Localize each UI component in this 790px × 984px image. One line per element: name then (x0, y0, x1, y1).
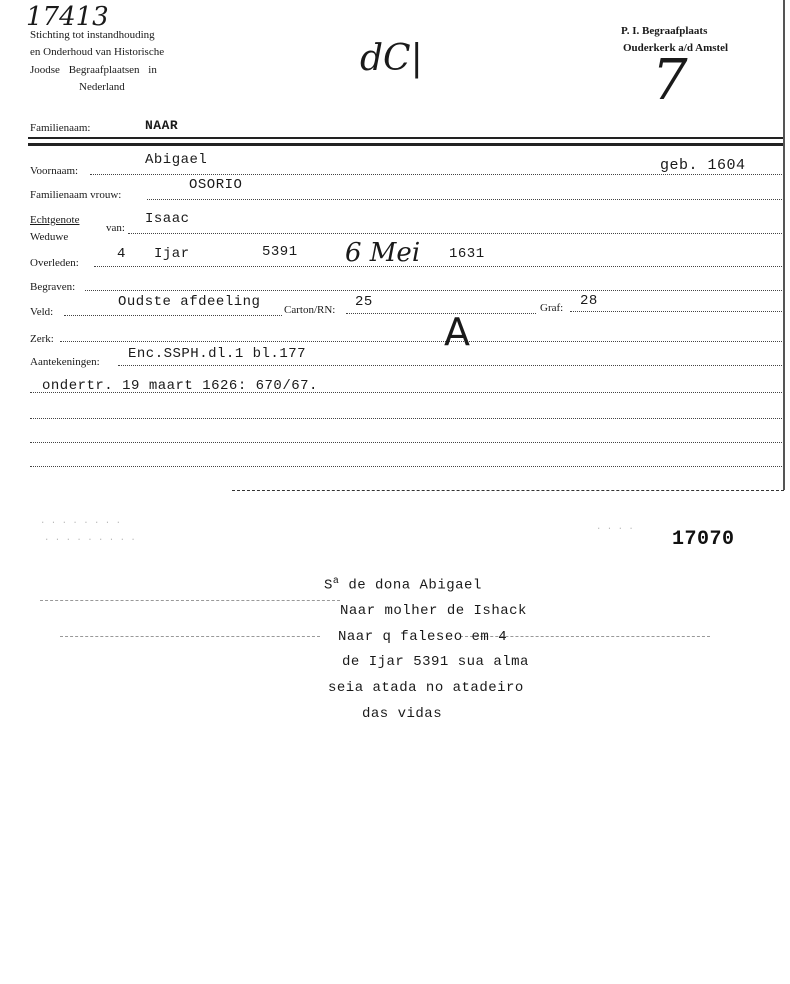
foundation-line-2: en Onderhoud van Historische (30, 46, 165, 58)
echtgenote-value: Isaac (145, 211, 190, 227)
handwritten-card-number: 17413 (26, 2, 109, 32)
zerk-mark: A (444, 310, 470, 354)
stamp-faint: · · · · (596, 524, 634, 534)
familienaam-label: Familienaam: (30, 122, 91, 134)
begraven-line (85, 290, 782, 291)
handwritten-seven: 7 (652, 48, 688, 113)
echtgenote-line (128, 233, 782, 234)
inscription-line-4: de Ijar 5391 sua alma (342, 654, 529, 670)
carton-label: Carton/RN: (284, 304, 336, 316)
veld-label: Veld: (30, 306, 54, 318)
familienaam-vrouw-label: Familienaam vrouw: (30, 189, 122, 201)
veld-value: Oudste afdeeling (118, 294, 261, 310)
familienaam-vrouw-value: OSORIO (189, 177, 243, 193)
inscription-line-5: seia atada no atadeiro (328, 680, 524, 696)
overleden-year: 5391 (262, 244, 298, 260)
aantekeningen-line-1 (118, 365, 782, 366)
bleed-through-left-2: · · · · · · · · · (44, 535, 136, 545)
aantekening-2: ondertr. 19 maart 1626: 670/67. (42, 378, 318, 394)
zerk-line (60, 341, 782, 342)
card-right-edge (783, 0, 785, 490)
bleed-through-left: · · · · · · · · (40, 518, 122, 528)
stamp-number: 17070 (672, 528, 735, 551)
aantekeningen-label: Aantekeningen: (30, 356, 100, 368)
zerk-label: Zerk: (30, 333, 54, 345)
header-rule-bottom (28, 143, 784, 146)
overleden-line (94, 266, 782, 267)
inscription-line-1-rest: de dona Abigael (339, 577, 482, 594)
inscription-line-3: Naar q faleseo em 4 (338, 629, 508, 645)
weduwe-label: Weduwe (30, 231, 69, 243)
overleden-month: Ijar (154, 246, 190, 262)
foundation-line-1: Stichting tot instandhouding (30, 29, 155, 41)
carton-line (346, 313, 536, 314)
voornaam-label: Voornaam: (30, 165, 79, 177)
veld-line (64, 315, 282, 316)
header-rule-top (28, 137, 784, 139)
van-label: van: (106, 222, 125, 234)
aantekeningen-line-4 (30, 442, 782, 443)
card-bottom-edge (232, 490, 784, 491)
inscription-line-2: Naar molher de Ishack (340, 603, 527, 619)
inscription-line-1-sup: a (332, 576, 340, 587)
graf-label: Graf: (540, 302, 564, 314)
voornaam-line (90, 174, 782, 175)
echtgenote-label: Echtgenote (30, 214, 80, 226)
aantekening-1: Enc.SSPH.dl.1 bl.177 (128, 346, 307, 362)
graf-value: 28 (580, 293, 598, 309)
cemetery-line-2: Ouderkerk a/d Amstel (623, 42, 729, 54)
cemetery-line-1: P. I. Begraafplaats (621, 25, 708, 37)
aantekeningen-line-5 (30, 466, 782, 467)
begraven-label: Begraven: (30, 281, 76, 293)
inscription-line-1-prefix: S (324, 577, 333, 594)
foundation-line-4: Nederland (79, 81, 125, 93)
inscription-line-1 (324, 576, 482, 594)
inscription-line-6: das vidas (362, 706, 443, 722)
overleden-civil-year: 1631 (449, 246, 485, 262)
scan-noise-line-2 (60, 636, 320, 637)
overleden-civil-date: 6 Mei (345, 238, 421, 268)
voornaam-value: Abigael (145, 152, 208, 168)
handwritten-code: dC| (360, 38, 423, 79)
foundation-line-3: Joodse Begraafplaatsen in (30, 64, 157, 76)
overleden-day: 4 (117, 246, 126, 262)
carton-value: 25 (355, 294, 373, 310)
familienaam-vrouw-line (147, 199, 782, 200)
aantekeningen-line-3 (30, 418, 782, 419)
scan-noise-line-1 (40, 600, 340, 601)
geb-value: geb. 1604 (660, 157, 746, 174)
overleden-label: Overleden: (30, 257, 79, 269)
familienaam-value: NAAR (145, 118, 179, 133)
graf-line (570, 311, 782, 312)
